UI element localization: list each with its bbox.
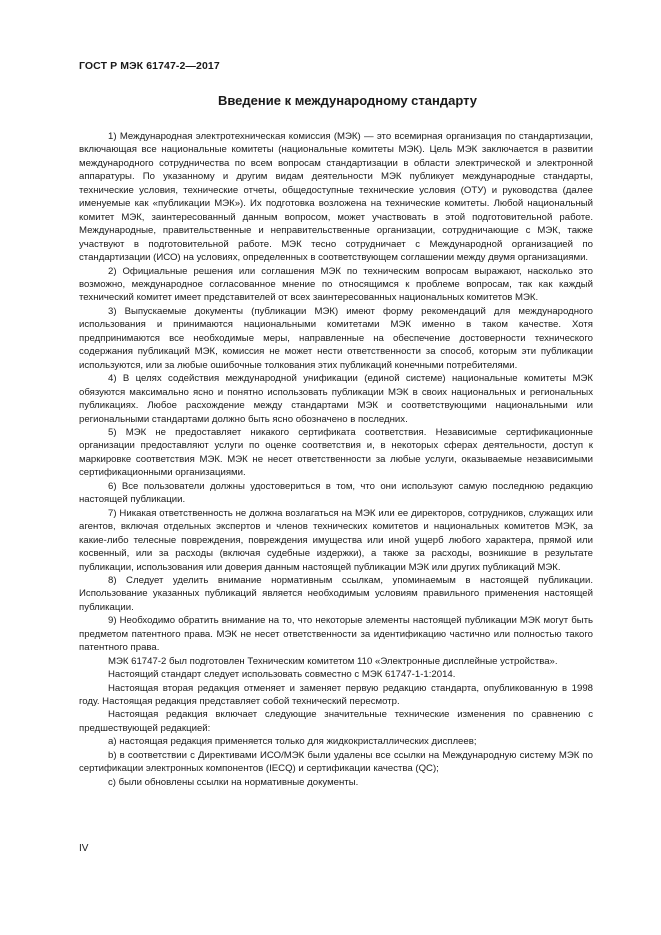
paragraph-9: 9) Необходимо обратить внимание на то, что некоторые элементы настоящей публикации МЭК могут быть предметом патентного права. МЭК не несет ответственности за идентификацию частично или полностью такого патентного права. — [79, 615, 593, 654]
paragraph-used-with: Настоящий стандарт следует использовать совместно с МЭК 61747-1-1:2014. — [108, 669, 456, 681]
body-text — [79, 130, 593, 789]
paragraph-7: 7) Никакая ответственность не должна возлагаться на МЭК или ее директоров, сотрудников, служащих или агентов, включая отдельных экспертов и членов технических комитетов и национальных комитетов МЭК, за какие-либо телесные повреждения, повреждения имущества или иной ущерб любого характера, прямой или косвенный, или за расходы (включая судебные издержки), а также за расходы, возникшие в результате публикации, использования или доверия данным настоящей публикации МЭК или других публикаций МЭК. — [79, 507, 593, 573]
paragraph-5: 5) МЭК не предоставляет никакого сертификата соответствия. Независимые сертификационные организации предоставляют услуги по оценке соответствия и, в некоторых сферах деятельности, доступ к маркировке соответствия МЭК. МЭК не несет ответственности за любые услуги, оказываемые независимыми сертификационными организациями. — [79, 426, 593, 479]
change-item-b: b) в соответствии с Директивами ИСО/МЭК были удалены все ссылки на Международную систему МЭК по сертификации электронных компонентов (IECQ) и сертификации качества (QC); — [79, 749, 593, 775]
document-code-header: ГОСТ Р МЭК 61747-2—2017 — [79, 60, 220, 72]
paragraph-6: 6) Все пользователи должны удостовериться в том, что они используют самую последнюю редакцию настоящей публикации. — [79, 480, 593, 506]
change-item-c: c) были обновлены ссылки на нормативные документы. — [108, 776, 359, 788]
paragraph-3: 3) Выпускаемые документы (публикации МЭК) имеют форму рекомендаций для международного использования и принимаются национальными комитетами МЭК именно в таком качестве. Хотя предпринимаются все необходимые меры, направленные на обеспечение достоверности технического содержания публикаций МЭК, комиссия не может нести ответственности за способ, которым эти публикации используются, или за любые ошибочные толкования этих публикаций конечными потребителями. — [79, 305, 593, 371]
paragraph-2: 2) Официальные решения или соглашения МЭК по техническим вопросам выражают, насколько это возможно, международное согласованное мнение по относящимся к проблеме вопросам, так как каждый технический комитет имеет представителей от всех заинтересованных национальных комитетов МЭК. — [79, 265, 593, 304]
page-number: IV — [79, 843, 89, 854]
change-item-a: a) настоящая редакция применяется только для жидкокристаллических дисплеев; — [108, 736, 477, 748]
paragraph-1: 1) Международная электротехническая комиссия (МЭК) — это всемирная организация по стандартизации, включающая все национальные комитеты (национальные комитеты МЭК). Цель МЭК заключается в развитии международного сотрудничества по всем вопросам стандартизации в области электрической и электронной аппаратуры. По указанному и другим видам деятельности МЭК публикует международные стандарты, технические условия, технические отчеты, общедоступные технические условия (ОТУ) и руководства (далее именуемые как «публикации МЭК»). Их подготовка возложена на технические комитеты. Любой национальный комитет МЭК, заинтересованный данным вопросом, может участвовать в этой подготовительной работе. Международные, правительственные и неправительственные организации, сотрудничающие с МЭК, также участвуют в подготовительной работе. МЭК тесно сотрудничает с Международной организацией по стандартизации (ИСО) на условиях, определенных в соответствующем соглашении между двумя организациями. — [79, 131, 593, 264]
paragraph-prepared-by: МЭК 61747-2 был подготовлен Техническим комитетом 110 «Электронные дисплейные устройства». — [108, 655, 558, 667]
section-title: Введение к международному стандарту — [217, 93, 478, 108]
paragraph-edition: Настоящая вторая редакция отменяет и заменяет первую редакцию стандарта, опубликованную в 1998 году. Настоящая редакция представляет собой технический пересмотр. — [79, 682, 593, 708]
paragraph-changes-intro: Настоящая редакция включает следующие значительные технические изменения по сравнению с предшествующей редакцией: — [79, 709, 593, 734]
paragraph-4: 4) В целях содействия международной унификации (единой системе) национальные комитеты МЭК обязуются максимально ясно и понятно использовать публикации МЭК в своих национальных и региональных публикациях. Любое расхождение между стандартами МЭК и соответствующими национальными или региональными стандартами должно быть ясно обозначено в последних. — [79, 373, 593, 425]
paragraph-8: 8) Следует уделить внимание нормативным ссылкам, упоминаемым в настоящей публикации. Использование указанных публикаций является необходимым условиям правильного применения настоящей публикации. — [79, 574, 593, 613]
